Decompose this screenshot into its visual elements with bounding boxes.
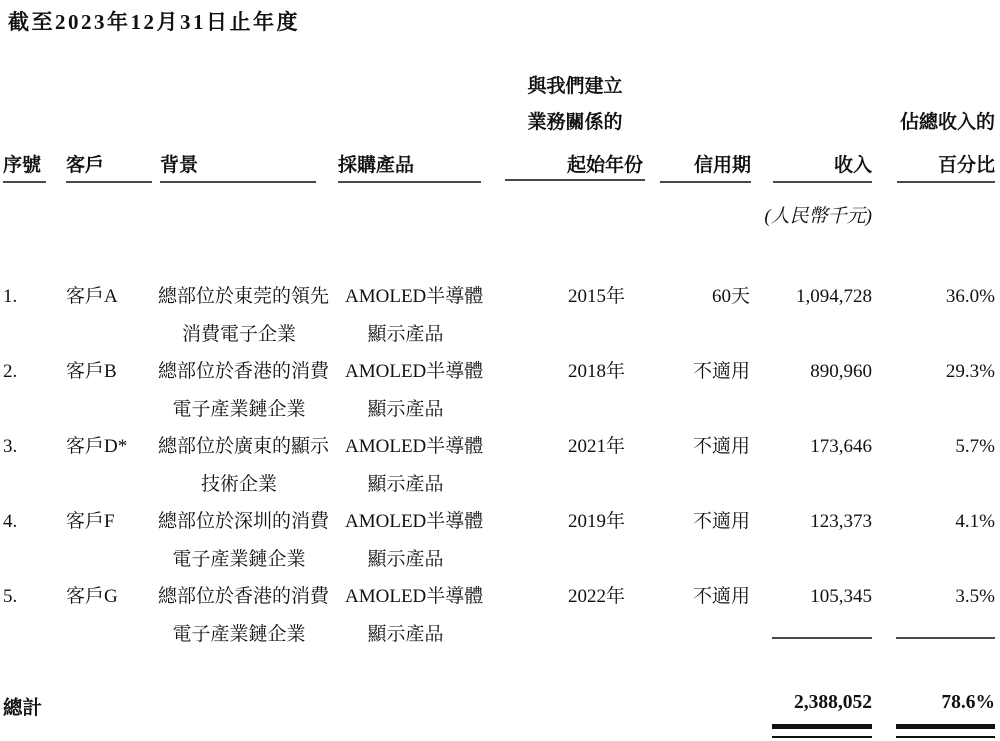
products-line: AMOLED半導體 <box>345 286 484 307</box>
row-customer: 客戶G <box>66 586 118 607</box>
header-pct: 百分比 <box>897 150 995 183</box>
header-background: 背景 <box>160 150 316 183</box>
products-line: 顯示產品 <box>367 623 444 645</box>
table-row <box>0 353 1000 428</box>
products-line: AMOLED半導體 <box>345 511 484 532</box>
row-credit-period: 不適用 <box>692 436 750 457</box>
header-customer: 客戶 <box>66 150 152 183</box>
products-line: 顯示產品 <box>367 548 444 570</box>
header-no: 序號 <box>3 150 46 183</box>
total-revenue: 2,388,052 <box>794 692 872 713</box>
background-line: 總部位於香港的消費 <box>158 361 330 382</box>
row-no: 4. <box>3 511 18 532</box>
background-line: 電子產業鏈企業 <box>172 398 306 420</box>
row-products <box>345 428 484 503</box>
row-pct: 29.3% <box>945 361 995 382</box>
row-credit-period: 不適用 <box>692 361 750 382</box>
pct-total-rule-thick <box>896 724 995 729</box>
row-customer: 客戶F <box>66 511 115 532</box>
header-pct-line1: 佔總收入的 <box>899 112 995 133</box>
products-line: 顯示產品 <box>367 323 444 345</box>
row-no: 5. <box>3 586 18 607</box>
row-revenue: 173,646 <box>810 436 872 457</box>
background-line: 總部位於廣東的顯示 <box>158 436 330 457</box>
row-start-year: 2021年 <box>567 436 625 457</box>
row-products <box>345 503 484 578</box>
header-start-year-line2: 業務關係的 <box>527 112 623 133</box>
header-revenue: 收入 <box>773 150 872 183</box>
table-row <box>0 428 1000 503</box>
row-start-year: 2019年 <box>567 511 625 532</box>
row-revenue: 105,345 <box>810 586 872 607</box>
row-customer: 客戶A <box>66 286 118 307</box>
background-line: 電子產業鏈企業 <box>172 623 306 645</box>
background-line: 總部位於香港的消費 <box>158 586 330 607</box>
revenue-total-rule-thin <box>772 736 872 738</box>
row-credit-period: 不適用 <box>692 511 750 532</box>
row-no: 3. <box>3 436 18 457</box>
row-no: 2. <box>3 361 18 382</box>
row-customer: 客戶D* <box>66 436 128 457</box>
products-line: AMOLED半導體 <box>345 586 484 607</box>
table-row <box>0 278 1000 353</box>
row-credit-period: 不適用 <box>692 586 750 607</box>
background-line: 技術企業 <box>200 473 277 495</box>
row-background <box>158 353 330 428</box>
row-credit-period: 60天 <box>711 286 750 307</box>
header-credit-period: 信用期 <box>660 150 751 183</box>
header-start-year-line1: 與我們建立 <box>527 76 623 97</box>
row-start-year: 2015年 <box>567 286 625 307</box>
products-line: 顯示產品 <box>367 473 444 495</box>
header-start-year: 起始年份 <box>505 150 645 181</box>
row-start-year: 2022年 <box>567 586 625 607</box>
revenue-unit-note: (人民幣千元) <box>764 206 872 227</box>
revenue-subtotal-rule <box>772 637 872 639</box>
background-line: 電子產業鏈企業 <box>172 548 306 570</box>
row-revenue: 123,373 <box>810 511 872 532</box>
row-no: 1. <box>3 286 18 307</box>
row-start-year: 2018年 <box>567 361 625 382</box>
background-line: 消費電子企業 <box>181 323 296 345</box>
header-products: 採購產品 <box>338 150 481 183</box>
revenue-total-rule-thick <box>772 724 872 729</box>
table-row <box>0 578 1000 653</box>
products-line: 顯示產品 <box>367 398 444 420</box>
pct-total-rule-thin <box>896 736 995 738</box>
table-row <box>0 503 1000 578</box>
row-products <box>345 353 484 428</box>
row-pct: 4.1% <box>955 511 995 532</box>
row-products <box>345 278 484 353</box>
row-revenue: 890,960 <box>810 361 872 382</box>
total-pct: 78.6% <box>941 692 995 713</box>
row-background <box>158 428 330 503</box>
row-products <box>345 578 484 653</box>
pct-subtotal-rule <box>896 637 995 639</box>
row-pct: 36.0% <box>945 286 995 307</box>
background-line: 總部位於東莞的領先 <box>158 286 330 307</box>
background-line: 總部位於深圳的消費 <box>158 511 330 532</box>
products-line: AMOLED半導體 <box>345 436 484 457</box>
row-revenue: 1,094,728 <box>796 286 872 307</box>
row-pct: 3.5% <box>955 586 995 607</box>
page-title: 截至2023年12月31日止年度 <box>8 10 300 34</box>
row-pct: 5.7% <box>955 436 995 457</box>
row-background <box>158 503 330 578</box>
row-background <box>158 278 330 353</box>
row-background <box>158 578 330 653</box>
total-label: 總計 <box>3 698 43 719</box>
row-customer: 客戶B <box>66 361 117 382</box>
products-line: AMOLED半導體 <box>345 361 484 382</box>
